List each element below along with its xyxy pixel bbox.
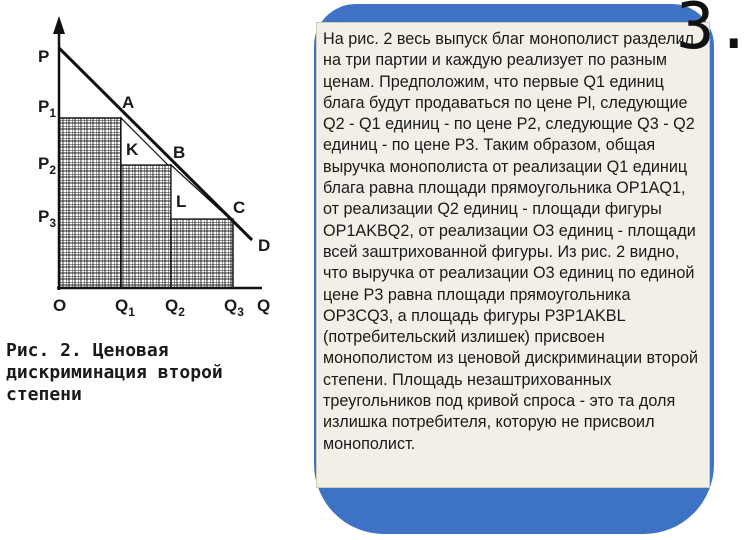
quantity-label-q3: $Q_3$ <box>224 296 244 319</box>
point-label-c: C <box>233 198 246 217</box>
revenue-block-q1 <box>59 118 121 288</box>
point-label-l: L <box>176 192 187 211</box>
quantity-label-q2: $Q_2$ <box>165 296 185 319</box>
price-discrimination-diagram <box>0 0 300 330</box>
origin-label: O <box>53 296 67 315</box>
figure-caption: Рис. 2. Ценовая дискриминация второй степени <box>6 340 223 405</box>
revenue-block-q3 <box>171 219 233 288</box>
price-label-p3: $P_3$ <box>38 207 57 230</box>
explanation-text: На рис. 2 весь выпуск благ монополист разделил на три партии и каждую реализует по разным ценам. Предположим, что первые Q1 единиц блага будут продаваться по цене Pl, следующие Q2 - Q1 единиц - по цене P2, следующие Q3 - Q2 единиц - по цене P3. Таким образом, общая выручка монополиста от реализации Q1 единиц блага равна площади прямоугольника OP1AQ1, от реализации Q2 единиц - площади фигуры OP1AKBQ2, от реализации O3 единиц - площади всей заштрихованной фигуры. Из рис. 2 видно, что выручка от реализации O3 единиц по единой цене P3 равна площади прямоугольника OP3CQ3, а площадь фигуры P3P1AKBL (потребительский излишек) присвоен монополистом из ценовой дискриминации второй степени. Площадь незаштрихованных треугольников под кривой спроса - это та доля излишка потребителя, которую не присвоил монополист. <box>323 30 699 453</box>
explanation-text-panel <box>316 22 710 488</box>
point-label-k: K <box>126 140 139 159</box>
revenue-block-q2 <box>121 165 171 288</box>
price-label-p2: $P_2$ <box>38 154 57 177</box>
quantity-axis-label: Q <box>257 296 271 315</box>
point-label-b: B <box>173 143 186 162</box>
price-label-p1: $P_1$ <box>38 97 57 120</box>
point-label-a: A <box>122 93 135 112</box>
point-label-d: D <box>258 236 271 255</box>
price-axis-arrow <box>53 16 65 34</box>
price-axis-label: P <box>38 47 50 66</box>
quantity-label-q1: $Q_1$ <box>115 296 135 319</box>
slide-number: 3. <box>676 0 753 64</box>
